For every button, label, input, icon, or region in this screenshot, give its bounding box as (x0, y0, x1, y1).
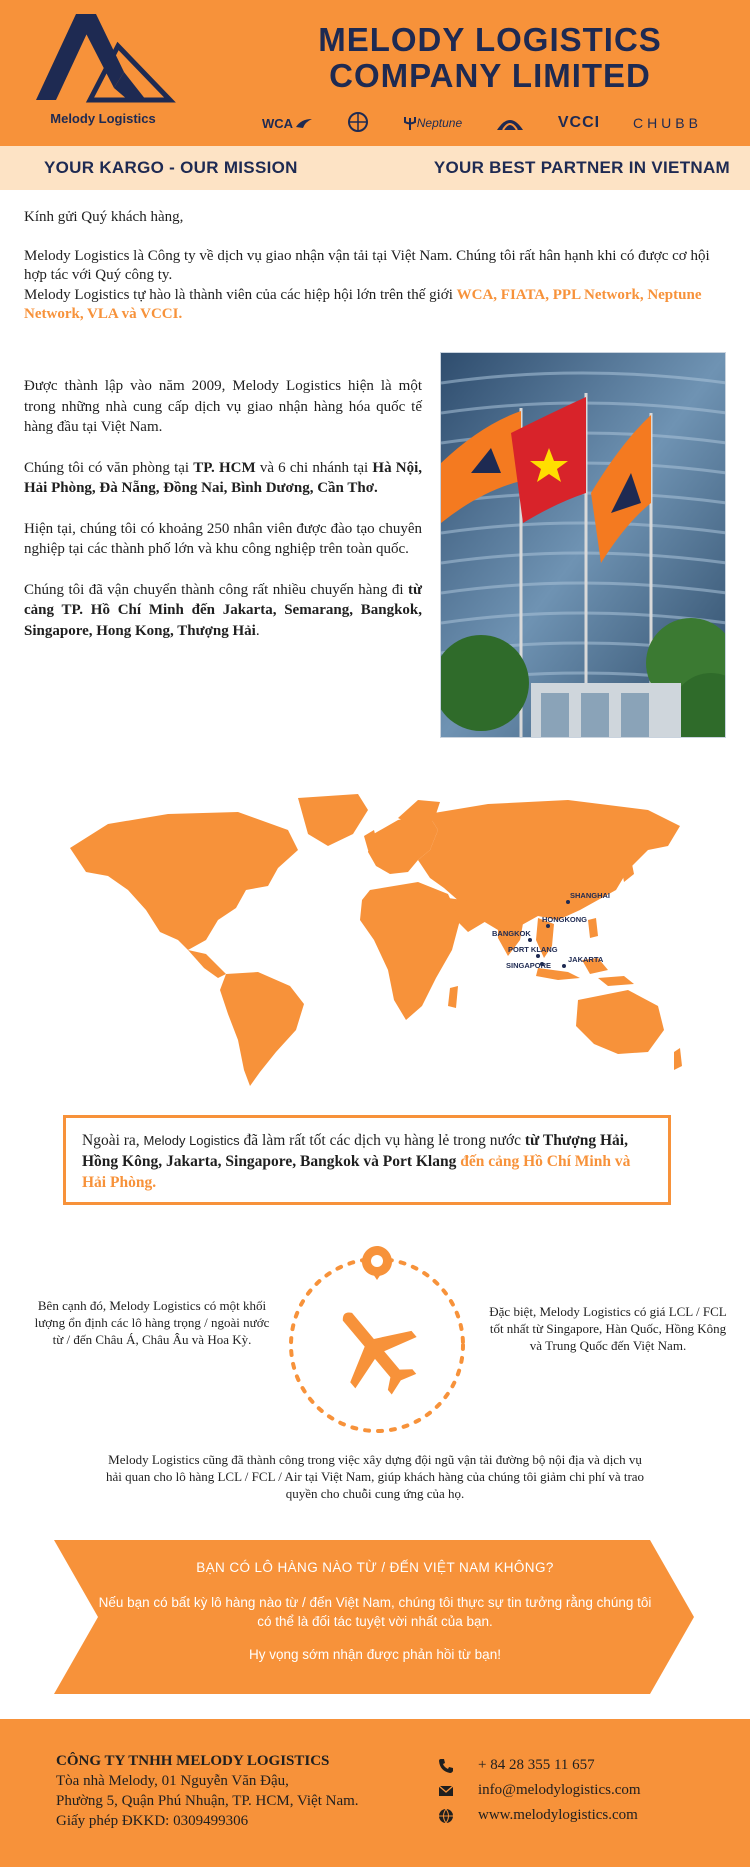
office-flags-photo (440, 352, 726, 738)
intro-p2-lead: Melody Logistics tự hào là thành viên của các hiệp hội lớn trên thế giới (24, 286, 457, 303)
note-mid: đã làm rất tốt các dịch vụ hàng lẻ trong nước (239, 1132, 525, 1149)
footer-address-block (56, 1751, 436, 1831)
map-city-label: BANGKOK (492, 929, 531, 938)
footer-company-name: CÔNG TY TNHH MELODY LOGISTICS (56, 1753, 330, 1769)
note-company: Melody Logistics (143, 1133, 240, 1148)
vcci-logo-icon: VCCI (557, 114, 601, 131)
about-p2-lead: Chúng tôi có văn phòng tại (24, 459, 194, 476)
air-freight-emblem (274, 1240, 480, 1440)
logo-text: Melody Logistics (50, 111, 156, 126)
world-map (68, 790, 684, 1088)
phone-icon (438, 1757, 464, 1775)
about-p4-end: . (255, 622, 260, 639)
about-p2 (24, 458, 422, 499)
airplane-icon (314, 1288, 434, 1410)
footer (0, 1719, 750, 1867)
contact-website-row[interactable] (438, 1803, 738, 1828)
service-bottom-text: Melody Logistics cũng đã thành công trong việc xây dựng đội ngũ vận tải đường bộ nội địa và dịch vụ hải quan cho lô hàng LCL / FCL / Air tại Việt Nam, giúp khách hàng của chúng tôi giảm chi phí và trao quyền cho chuỗi cung ứng của họ. (105, 1452, 645, 1501)
company-title-line1: MELODY LOGISTICS (318, 21, 662, 58)
map-city-label: JAKARTA (568, 955, 604, 964)
footer-address-line2: Phường 5, Quận Phú Nhuận, TP. HCM, Việt Nam. (56, 1793, 359, 1809)
location-pin-icon (362, 1246, 392, 1280)
logo-mark-icon (28, 10, 178, 110)
cta-title: BẠN CÓ LÔ HÀNG NÀO TỪ / ĐẾN VIỆT NAM KHÔNG? (196, 1560, 554, 1575)
map-city-label: PORT KLANG (508, 945, 558, 954)
about-hcm: TP. HCM (193, 459, 256, 476)
contact-email[interactable]: info@melodylogistics.com (478, 1782, 641, 1798)
note-origins: từ Thượng Hải, Hồng Kông, Jakarta, Singapore, Bangkok và Port Klang (82, 1132, 628, 1170)
about-p3: Hiện tại, chúng tôi có khoảng 250 nhân viên được đào tạo chuyên nghiệp tại các thành phố lớn và khu công nghiệp trên toàn quốc. (24, 520, 422, 557)
slogan-right: YOUR BEST PARTNER IN VIETNAM (433, 158, 730, 177)
neptune-trident-icon (403, 115, 462, 131)
map-city-label: HONGKONG (542, 915, 587, 924)
contact-website[interactable]: www.melodylogistics.com (478, 1807, 638, 1823)
company-logo (28, 10, 178, 132)
service-right-text: Đặc biệt, Melody Logistics có giá LCL / FCL tốt nhất từ Singapore, Hàn Quốc, Hồng Kông và Trung Quốc đến Việt Nam. (489, 1304, 727, 1353)
globe-icon (438, 1807, 464, 1825)
cta-content (90, 1558, 660, 1664)
vla-logo-icon (495, 112, 525, 135)
service-left-text: Bên cạnh đó, Melody Logistics có một khối lượng ổn định các lô hàng trọng / ngoài nước từ / đến Châu Á, Châu Âu và Hoa Kỳ. (34, 1298, 270, 1347)
map-city-label: SHANGHAI (570, 891, 611, 900)
contact-phone[interactable]: + 84 28 355 11 657 (478, 1757, 595, 1773)
about-p4 (24, 580, 422, 642)
wca-logo-icon (262, 116, 313, 131)
about-p1: Được thành lập vào năm 2009, Melody Logistics hiện là một trong những nhà cung cấp dịch vụ giao nhận hàng hóa quốc tế hàng đầu tại Việt Nam. (24, 378, 422, 435)
note-destinations: đến cảng Hồ Chí Minh và Hải Phòng. (82, 1153, 631, 1191)
flags-building-image (441, 353, 726, 738)
neptune-label: Neptune (416, 116, 463, 130)
associations-highlight: WCA, FIATA, PPL Network, Neptune Network, VLA và VCCI. (24, 286, 702, 322)
slogan-left: YOUR KARGO - OUR MISSION (44, 158, 298, 177)
about-section (24, 376, 422, 661)
company-title-line2: COMPANY LIMITED (329, 57, 651, 94)
about-p2-mid: và 6 chi nhánh tại (255, 459, 373, 476)
contact-email-row[interactable] (438, 1778, 738, 1803)
note-lead: Ngoài ra, (82, 1132, 144, 1149)
slogan-band (0, 146, 750, 190)
about-branches: Hà Nội, Hải Phòng, Đà Nẵng, Đồng Nai, Bình Dương, Cần Thơ. (24, 459, 423, 496)
about-p4-lead: Chúng tôi đã vận chuyển thành công rất nhiều chuyến hàng đi (24, 581, 408, 598)
intro-paragraph (24, 247, 724, 325)
header-banner (0, 0, 750, 146)
wca-label: WCA (262, 115, 294, 131)
company-title (250, 22, 730, 94)
footer-address-line1: Tòa nhà Melody, 01 Nguyễn Văn Đậu, (56, 1773, 289, 1789)
map-city-label: SINGAPORE (506, 961, 552, 970)
world-map-graphic (68, 790, 684, 1088)
greeting: Kính gửi Quý khách hàng, (24, 209, 184, 225)
fiata-globe-icon (346, 111, 370, 136)
about-routes: từ cảng TP. Hồ Chí Minh đến Jakarta, Semarang, Bangkok, Singapore, Hong Kong, Thượng Hải (24, 581, 422, 639)
intro-p1: Melody Logistics là Công ty về dịch vụ giao nhận vận tải tại Việt Nam. Chúng tôi rất hân hạnh khi có được cơ hội hợp tác với Quý công ty. (24, 247, 710, 283)
intro-section (24, 208, 724, 325)
footer-contacts (438, 1753, 738, 1828)
envelope-icon (438, 1782, 464, 1800)
domestic-service-note (63, 1115, 671, 1205)
cta-closing: Hy vọng sớm nhận được phản hồi từ bạn! (249, 1647, 501, 1662)
contact-phone-row[interactable] (438, 1753, 738, 1778)
partner-logos (262, 110, 702, 136)
cta-body: Nếu bạn có bất kỳ lô hàng nào từ / đến Việt Nam, chúng tôi thực sự tin tưởng rằng chúng tôi có thể là đối tác tuyệt vời nhất của bạn. (98, 1595, 652, 1629)
footer-license: Giấy phép ĐKKD: 0309499306 (56, 1813, 249, 1829)
chubb-logo-icon: CHUBB (632, 115, 702, 131)
